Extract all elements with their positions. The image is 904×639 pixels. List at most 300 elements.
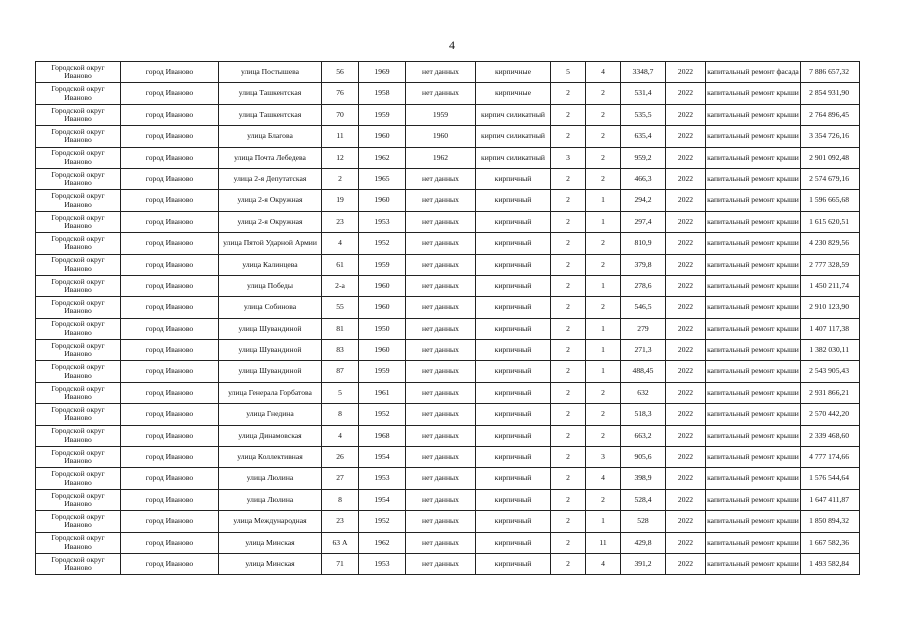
cell-wall-material: кирпичный (476, 318, 551, 339)
cell-settlement: город Иваново (121, 297, 219, 318)
cell-area: 535,5 (621, 104, 666, 125)
cell-entrances: 2 (586, 126, 621, 147)
cell-work-type: капитальный ремонт крыши (706, 425, 801, 446)
cell-work-type: капитальный ремонт крыши (706, 104, 801, 125)
cell-street: улица Шувандиной (219, 318, 322, 339)
cell-work-type: капитальный ремонт крыши (706, 511, 801, 532)
table-row (36, 361, 860, 382)
cell-work-type: капитальный ремонт крыши (706, 382, 801, 403)
cell-area: 379,8 (621, 254, 666, 275)
cell-floors: 2 (551, 468, 586, 489)
cell-entrances: 2 (586, 382, 621, 403)
cell-year-built: 1960 (359, 340, 406, 361)
cell-area: 810,9 (621, 233, 666, 254)
cell-year-commissioned: нет данных (406, 318, 476, 339)
table-row (36, 168, 860, 189)
cell-entrances: 1 (586, 190, 621, 211)
cell-house-number: 19 (322, 190, 359, 211)
cell-street: улица Международная (219, 511, 322, 532)
cell-street: улица 2-я Окружная (219, 211, 322, 232)
cell-house-number: 4 (322, 233, 359, 254)
cell-municipality: Городской округ Иваново (36, 147, 121, 168)
table-row (36, 254, 860, 275)
cell-street: улица Почта Лебедева (219, 147, 322, 168)
cell-floors: 2 (551, 211, 586, 232)
cell-year-built: 1958 (359, 83, 406, 104)
table-row (36, 404, 860, 425)
cell-area: 3348,7 (621, 62, 666, 83)
cell-year-commissioned: 1962 (406, 147, 476, 168)
cell-entrances: 2 (586, 404, 621, 425)
cell-settlement: город Иваново (121, 126, 219, 147)
cell-cost: 1 450 211,74 (801, 275, 860, 296)
cell-work-type: капитальный ремонт крыши (706, 489, 801, 510)
cell-cost: 2 570 442,20 (801, 404, 860, 425)
table-row (36, 126, 860, 147)
cell-street: улица 2-я Депутатская (219, 168, 322, 189)
cell-street: улица Минская (219, 532, 322, 553)
cell-municipality: Городской округ Иваново (36, 126, 121, 147)
cell-floors: 2 (551, 83, 586, 104)
table-row (36, 233, 860, 254)
cell-house-number: 4 (322, 425, 359, 446)
cell-year-commissioned: нет данных (406, 447, 476, 468)
cell-work-type: капитальный ремонт крыши (706, 468, 801, 489)
cell-house-number: 12 (322, 147, 359, 168)
cell-floors: 2 (551, 126, 586, 147)
table-row (36, 511, 860, 532)
cell-floors: 2 (551, 532, 586, 553)
cell-year-built: 1953 (359, 553, 406, 574)
cell-street: улица Шувандиной (219, 361, 322, 382)
cell-floors: 3 (551, 147, 586, 168)
cell-repair-year: 2022 (666, 168, 706, 189)
cell-cost: 2 931 866,21 (801, 382, 860, 403)
cell-work-type: капитальный ремонт крыши (706, 168, 801, 189)
cell-year-commissioned: нет данных (406, 211, 476, 232)
cell-entrances: 1 (586, 275, 621, 296)
page-number: 4 (449, 38, 455, 52)
cell-entrances: 2 (586, 297, 621, 318)
cell-work-type: капитальный ремонт фасада (706, 62, 801, 83)
cell-repair-year: 2022 (666, 190, 706, 211)
cell-floors: 2 (551, 275, 586, 296)
cell-cost: 3 354 726,16 (801, 126, 860, 147)
cell-cost: 1 596 665,68 (801, 190, 860, 211)
cell-wall-material: кирпичный (476, 254, 551, 275)
cell-work-type: капитальный ремонт крыши (706, 147, 801, 168)
cell-cost: 2 777 328,59 (801, 254, 860, 275)
cell-settlement: город Иваново (121, 147, 219, 168)
cell-area: 488,45 (621, 361, 666, 382)
cell-entrances: 2 (586, 489, 621, 510)
cell-house-number: 61 (322, 254, 359, 275)
cell-year-commissioned: нет данных (406, 340, 476, 361)
cell-house-number: 11 (322, 126, 359, 147)
cell-work-type: капитальный ремонт крыши (706, 233, 801, 254)
cell-year-built: 1953 (359, 468, 406, 489)
cell-wall-material: кирпичный (476, 404, 551, 425)
cell-wall-material: кирпич силикатный (476, 126, 551, 147)
cell-year-built: 1961 (359, 382, 406, 403)
cell-cost: 1 667 582,36 (801, 532, 860, 553)
cell-house-number: 81 (322, 318, 359, 339)
cell-work-type: капитальный ремонт крыши (706, 361, 801, 382)
cell-house-number: 27 (322, 468, 359, 489)
cell-work-type: капитальный ремонт крыши (706, 318, 801, 339)
cell-area: 632 (621, 382, 666, 403)
cell-municipality: Городской округ Иваново (36, 511, 121, 532)
cell-year-commissioned: нет данных (406, 511, 476, 532)
cell-settlement: город Иваново (121, 190, 219, 211)
cell-cost: 1 382 030,11 (801, 340, 860, 361)
cell-street: улица Постышева (219, 62, 322, 83)
cell-year-built: 1952 (359, 511, 406, 532)
cell-municipality: Городской округ Иваново (36, 62, 121, 83)
table-row (36, 190, 860, 211)
cell-year-built: 1954 (359, 447, 406, 468)
cell-year-commissioned: 1959 (406, 104, 476, 125)
cell-settlement: город Иваново (121, 340, 219, 361)
cell-repair-year: 2022 (666, 553, 706, 574)
cell-wall-material: кирпичный (476, 361, 551, 382)
cell-floors: 2 (551, 361, 586, 382)
cell-work-type: капитальный ремонт крыши (706, 211, 801, 232)
cell-area: 663,2 (621, 425, 666, 446)
cell-floors: 2 (551, 318, 586, 339)
cell-work-type: капитальный ремонт крыши (706, 126, 801, 147)
cell-year-commissioned: нет данных (406, 254, 476, 275)
cell-settlement: город Иваново (121, 62, 219, 83)
cell-settlement: город Иваново (121, 275, 219, 296)
cell-settlement: город Иваново (121, 511, 219, 532)
cell-settlement: город Иваново (121, 318, 219, 339)
cell-settlement: город Иваново (121, 361, 219, 382)
cell-year-built: 1953 (359, 211, 406, 232)
cell-municipality: Городской округ Иваново (36, 104, 121, 125)
cell-municipality: Городской округ Иваново (36, 468, 121, 489)
cell-wall-material: кирпичные (476, 83, 551, 104)
cell-repair-year: 2022 (666, 275, 706, 296)
cell-house-number: 2 (322, 168, 359, 189)
housing-repair-table (35, 61, 860, 575)
cell-municipality: Городской округ Иваново (36, 233, 121, 254)
cell-house-number: 2-а (322, 275, 359, 296)
table-row (36, 104, 860, 125)
table-row (36, 425, 860, 446)
cell-wall-material: кирпичный (476, 489, 551, 510)
table-row (36, 83, 860, 104)
cell-floors: 2 (551, 404, 586, 425)
cell-municipality: Городской округ Иваново (36, 275, 121, 296)
cell-year-built: 1962 (359, 147, 406, 168)
cell-year-built: 1968 (359, 425, 406, 446)
cell-repair-year: 2022 (666, 147, 706, 168)
cell-settlement: город Иваново (121, 404, 219, 425)
cell-area: 279 (621, 318, 666, 339)
cell-house-number: 26 (322, 447, 359, 468)
cell-area: 905,6 (621, 447, 666, 468)
cell-work-type: капитальный ремонт крыши (706, 447, 801, 468)
cell-area: 635,4 (621, 126, 666, 147)
cell-entrances: 1 (586, 340, 621, 361)
cell-repair-year: 2022 (666, 382, 706, 403)
cell-year-built: 1962 (359, 532, 406, 553)
cell-street: улица Коллективная (219, 447, 322, 468)
cell-floors: 2 (551, 340, 586, 361)
cell-area: 429,8 (621, 532, 666, 553)
table-row (36, 340, 860, 361)
table-row (36, 532, 860, 553)
cell-street: улица Генерала Горбатова (219, 382, 322, 403)
cell-repair-year: 2022 (666, 104, 706, 125)
cell-work-type: капитальный ремонт крыши (706, 275, 801, 296)
cell-repair-year: 2022 (666, 126, 706, 147)
cell-wall-material: кирпичный (476, 447, 551, 468)
cell-work-type: капитальный ремонт крыши (706, 83, 801, 104)
cell-street: улица Благова (219, 126, 322, 147)
cell-cost: 2 543 905,43 (801, 361, 860, 382)
cell-work-type: капитальный ремонт крыши (706, 190, 801, 211)
cell-repair-year: 2022 (666, 361, 706, 382)
cell-year-commissioned: нет данных (406, 553, 476, 574)
cell-settlement: город Иваново (121, 233, 219, 254)
cell-house-number: 83 (322, 340, 359, 361)
cell-cost: 2 764 896,45 (801, 104, 860, 125)
cell-municipality: Городской округ Иваново (36, 532, 121, 553)
cell-municipality: Городской округ Иваново (36, 254, 121, 275)
cell-year-commissioned: нет данных (406, 62, 476, 83)
cell-wall-material: кирпичный (476, 297, 551, 318)
cell-house-number: 8 (322, 489, 359, 510)
cell-entrances: 2 (586, 425, 621, 446)
cell-house-number: 70 (322, 104, 359, 125)
cell-year-built: 1952 (359, 233, 406, 254)
cell-cost: 1 647 411,87 (801, 489, 860, 510)
cell-cost: 2 910 123,90 (801, 297, 860, 318)
cell-cost: 4 230 829,56 (801, 233, 860, 254)
cell-area: 531,4 (621, 83, 666, 104)
cell-year-built: 1965 (359, 168, 406, 189)
cell-year-built: 1960 (359, 190, 406, 211)
cell-wall-material: кирпичный (476, 511, 551, 532)
cell-municipality: Городской округ Иваново (36, 83, 121, 104)
cell-work-type: капитальный ремонт крыши (706, 340, 801, 361)
cell-entrances: 11 (586, 532, 621, 553)
cell-house-number: 8 (322, 404, 359, 425)
cell-street: улица Победы (219, 275, 322, 296)
cell-area: 391,2 (621, 553, 666, 574)
cell-wall-material: кирпичный (476, 233, 551, 254)
cell-year-built: 1959 (359, 361, 406, 382)
cell-municipality: Городской округ Иваново (36, 382, 121, 403)
cell-cost: 7 886 657,32 (801, 62, 860, 83)
cell-cost: 2 854 931,90 (801, 83, 860, 104)
cell-year-built: 1950 (359, 318, 406, 339)
cell-cost: 1 407 117,38 (801, 318, 860, 339)
cell-repair-year: 2022 (666, 297, 706, 318)
cell-street: улица Калинцева (219, 254, 322, 275)
cell-year-built: 1959 (359, 254, 406, 275)
cell-settlement: город Иваново (121, 532, 219, 553)
cell-cost: 1 576 544,64 (801, 468, 860, 489)
cell-repair-year: 2022 (666, 425, 706, 446)
cell-entrances: 2 (586, 83, 621, 104)
cell-wall-material: кирпичный (476, 425, 551, 446)
cell-municipality: Городской округ Иваново (36, 211, 121, 232)
cell-settlement: город Иваново (121, 425, 219, 446)
cell-area: 297,4 (621, 211, 666, 232)
cell-settlement: город Иваново (121, 254, 219, 275)
cell-municipality: Городской округ Иваново (36, 447, 121, 468)
cell-settlement: город Иваново (121, 168, 219, 189)
cell-floors: 2 (551, 382, 586, 403)
cell-house-number: 55 (322, 297, 359, 318)
cell-entrances: 1 (586, 361, 621, 382)
cell-street: улица Собинова (219, 297, 322, 318)
cell-house-number: 71 (322, 553, 359, 574)
cell-year-commissioned: нет данных (406, 404, 476, 425)
cell-municipality: Городской округ Иваново (36, 489, 121, 510)
cell-area: 398,9 (621, 468, 666, 489)
cell-municipality: Городской округ Иваново (36, 297, 121, 318)
cell-settlement: город Иваново (121, 489, 219, 510)
cell-house-number: 5 (322, 382, 359, 403)
cell-settlement: город Иваново (121, 83, 219, 104)
cell-repair-year: 2022 (666, 211, 706, 232)
table-row (36, 447, 860, 468)
cell-work-type: капитальный ремонт крыши (706, 254, 801, 275)
cell-repair-year: 2022 (666, 83, 706, 104)
cell-year-built: 1960 (359, 275, 406, 296)
cell-floors: 2 (551, 511, 586, 532)
cell-repair-year: 2022 (666, 233, 706, 254)
cell-area: 278,6 (621, 275, 666, 296)
cell-year-built: 1954 (359, 489, 406, 510)
cell-year-built: 1969 (359, 62, 406, 83)
cell-municipality: Городской округ Иваново (36, 340, 121, 361)
cell-wall-material: кирпичный (476, 190, 551, 211)
cell-wall-material: кирпичный (476, 553, 551, 574)
cell-cost: 1 493 582,84 (801, 553, 860, 574)
cell-entrances: 2 (586, 147, 621, 168)
cell-floors: 2 (551, 489, 586, 510)
cell-floors: 2 (551, 297, 586, 318)
cell-floors: 2 (551, 553, 586, 574)
cell-area: 518,3 (621, 404, 666, 425)
cell-year-commissioned: нет данных (406, 297, 476, 318)
cell-municipality: Городской округ Иваново (36, 361, 121, 382)
cell-settlement: город Иваново (121, 382, 219, 403)
cell-street: улица Шувандиной (219, 340, 322, 361)
cell-wall-material: кирпичный (476, 168, 551, 189)
cell-year-commissioned: нет данных (406, 190, 476, 211)
cell-year-built: 1960 (359, 126, 406, 147)
cell-repair-year: 2022 (666, 468, 706, 489)
cell-floors: 2 (551, 190, 586, 211)
cell-settlement: город Иваново (121, 211, 219, 232)
cell-municipality: Городской округ Иваново (36, 425, 121, 446)
table-row (36, 147, 860, 168)
cell-area: 271,3 (621, 340, 666, 361)
cell-repair-year: 2022 (666, 340, 706, 361)
cell-wall-material: кирпичный (476, 532, 551, 553)
cell-floors: 2 (551, 104, 586, 125)
cell-entrances: 2 (586, 233, 621, 254)
cell-entrances: 2 (586, 254, 621, 275)
cell-street: улица Люлина (219, 468, 322, 489)
cell-street: улица Ташкентская (219, 104, 322, 125)
cell-work-type: капитальный ремонт крыши (706, 532, 801, 553)
cell-area: 528,4 (621, 489, 666, 510)
cell-year-commissioned: нет данных (406, 168, 476, 189)
cell-street: улица Динамовская (219, 425, 322, 446)
cell-entrances: 3 (586, 447, 621, 468)
table-row (36, 62, 860, 83)
cell-house-number: 56 (322, 62, 359, 83)
cell-settlement: город Иваново (121, 468, 219, 489)
cell-house-number: 76 (322, 83, 359, 104)
cell-wall-material: кирпичный (476, 211, 551, 232)
table-body (36, 62, 860, 575)
cell-entrances: 1 (586, 318, 621, 339)
cell-year-built: 1959 (359, 104, 406, 125)
cell-cost: 1 615 620,51 (801, 211, 860, 232)
cell-work-type: капитальный ремонт крыши (706, 553, 801, 574)
cell-wall-material: кирпичный (476, 275, 551, 296)
cell-cost: 2 901 092,48 (801, 147, 860, 168)
cell-municipality: Городской округ Иваново (36, 404, 121, 425)
cell-floors: 2 (551, 447, 586, 468)
cell-area: 294,2 (621, 190, 666, 211)
cell-municipality: Городской округ Иваново (36, 168, 121, 189)
cell-year-commissioned: нет данных (406, 489, 476, 510)
cell-year-commissioned: 1960 (406, 126, 476, 147)
cell-street: улица Пятой Ударной Армии (219, 233, 322, 254)
table-row (36, 297, 860, 318)
cell-municipality: Городской округ Иваново (36, 553, 121, 574)
cell-floors: 2 (551, 233, 586, 254)
cell-wall-material: кирпичный (476, 340, 551, 361)
cell-wall-material: кирпич силикатный (476, 104, 551, 125)
cell-year-built: 1960 (359, 297, 406, 318)
cell-entrances: 1 (586, 211, 621, 232)
cell-cost: 4 777 174,66 (801, 447, 860, 468)
cell-repair-year: 2022 (666, 404, 706, 425)
cell-settlement: город Иваново (121, 553, 219, 574)
cell-municipality: Городской округ Иваново (36, 318, 121, 339)
cell-wall-material: кирпич силикатный (476, 147, 551, 168)
cell-work-type: капитальный ремонт крыши (706, 297, 801, 318)
cell-repair-year: 2022 (666, 62, 706, 83)
cell-area: 466,3 (621, 168, 666, 189)
cell-year-commissioned: нет данных (406, 532, 476, 553)
cell-year-commissioned: нет данных (406, 425, 476, 446)
cell-settlement: город Иваново (121, 104, 219, 125)
cell-house-number: 87 (322, 361, 359, 382)
table-row (36, 489, 860, 510)
cell-wall-material: кирпичные (476, 62, 551, 83)
cell-street: улица 2-я Окружная (219, 190, 322, 211)
cell-wall-material: кирпичный (476, 382, 551, 403)
cell-repair-year: 2022 (666, 489, 706, 510)
cell-street: улица Гнедина (219, 404, 322, 425)
cell-cost: 2 339 468,60 (801, 425, 860, 446)
cell-year-built: 1952 (359, 404, 406, 425)
cell-street: улица Люлина (219, 489, 322, 510)
cell-street: улица Ташкентская (219, 83, 322, 104)
cell-municipality: Городской округ Иваново (36, 190, 121, 211)
